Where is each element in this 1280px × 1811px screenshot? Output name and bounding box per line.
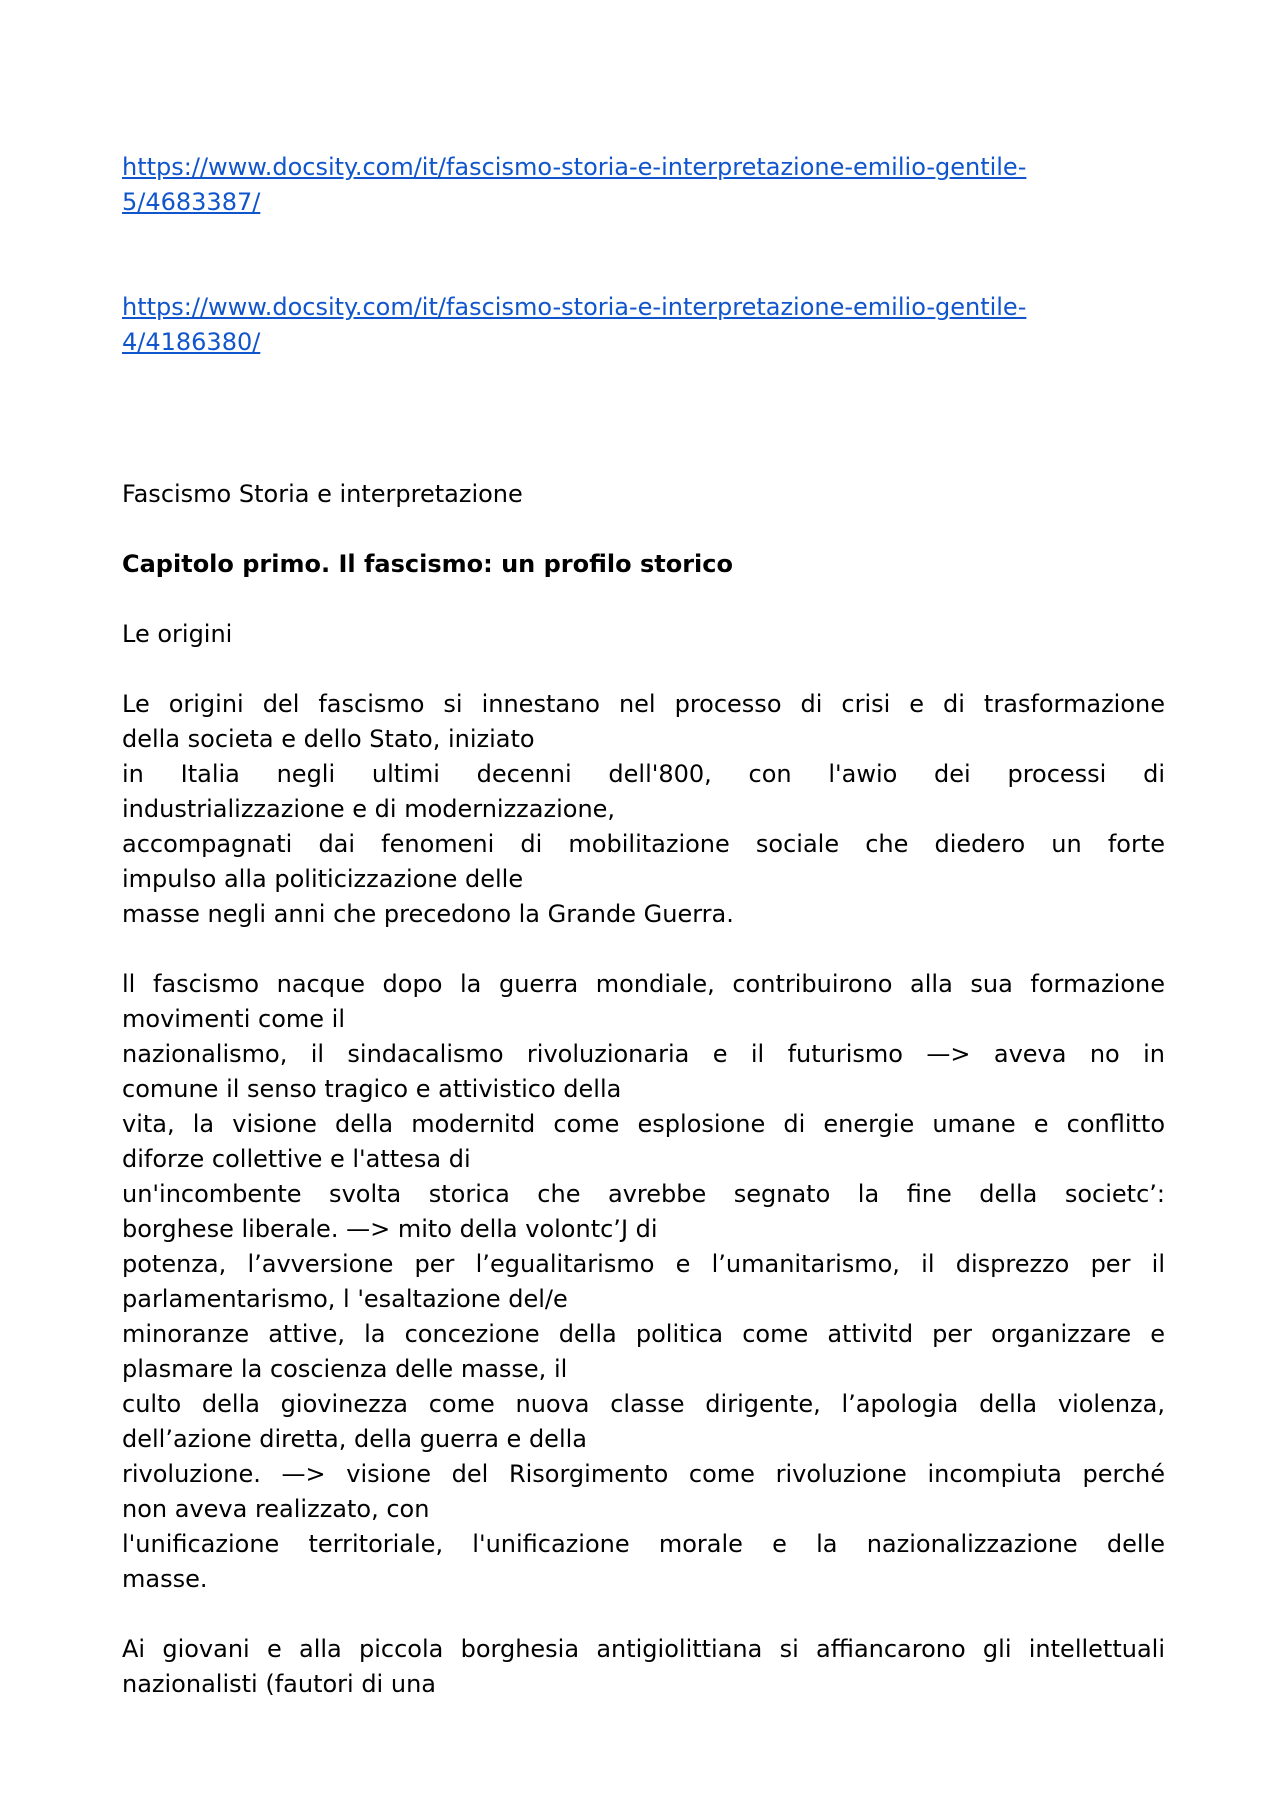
- text-line: in Italia negli ultimi decenni dell'800, con l'awio dei processi di: [122, 760, 1165, 788]
- reference-link-2-line-2[interactable]: 4/4186380/: [122, 328, 261, 356]
- text-line: masse.: [122, 1565, 208, 1593]
- paragraph-1: [122, 687, 1165, 932]
- text-line: un'incombente svolta storica che avrebbe segnato la fine della societc’:: [122, 1180, 1165, 1208]
- text-line: Ai giovani e alla piccola borghesia antigiolittiana si affiancarono gli intellettuali: [122, 1635, 1165, 1663]
- section-heading: Le origini: [122, 620, 233, 648]
- text-line: movimenti come il: [122, 1005, 345, 1033]
- text-line: ll fascismo nacque dopo la guerra mondiale, contribuirono alla sua formazione: [122, 970, 1165, 998]
- text-line: nazionalisti (fautori di una: [122, 1670, 436, 1698]
- text-line: potenza, l’avversione per l’egualitarismo e l’umanitarismo, il disprezzo per il: [122, 1250, 1165, 1278]
- chapter-heading: Capitolo primo. Il fascismo: un profilo storico: [122, 550, 733, 578]
- text-line: l'unificazione territoriale, l'unificazione morale e la nazionalizzazione delle: [122, 1530, 1165, 1558]
- text-line: culto della giovinezza come nuova classe dirigente, l’apologia della violenza,: [122, 1390, 1165, 1418]
- text-line: dell’azione diretta, della guerra e della: [122, 1425, 587, 1453]
- paragraph-2: [122, 967, 1165, 1597]
- text-line: industrializzazione e di modernizzazione,: [122, 795, 616, 823]
- spacer: [122, 220, 1165, 290]
- text-line: accompagnati dai fenomeni di mobilitazione sociale che diedero un forte: [122, 830, 1165, 858]
- text-line: non aveva realizzato, con: [122, 1495, 430, 1523]
- document-title: Fascismo Storia e interpretazione: [122, 480, 523, 508]
- text-line: impulso alla politicizzazione delle: [122, 865, 524, 893]
- text-line: comune il senso tragico e attivistico della: [122, 1075, 622, 1103]
- text-line: parlamentarismo, l 'esaltazione del/e: [122, 1285, 568, 1313]
- text-line: plasmare la coscienza delle masse, il: [122, 1355, 568, 1383]
- text-line: Le origini del fascismo si innestano nel processo di crisi e di trasformazione: [122, 690, 1165, 718]
- reference-link-1-line-1[interactable]: https://www.docsity.com/it/fascismo-storia-e-interpretazione-emilio-gentile-: [122, 153, 1027, 181]
- paragraph-3: [122, 1632, 1165, 1702]
- text-line: minoranze attive, la concezione della politica come attivitd per organizzare e: [122, 1320, 1165, 1348]
- reference-link-1-line-2[interactable]: 5/4683387/: [122, 188, 261, 216]
- reference-link-2[interactable]: [122, 290, 1165, 360]
- spacer: [122, 360, 1165, 477]
- text-line: borghese liberale. —> mito della volontc’J di: [122, 1215, 658, 1243]
- text-line: diforze collettive e l'attesa di: [122, 1145, 471, 1173]
- reference-link-1[interactable]: [122, 150, 1165, 220]
- text-line: nazionalismo, il sindacalismo rivoluzionaria e il futurismo —> aveva no in: [122, 1040, 1165, 1068]
- reference-link-2-line-1[interactable]: https://www.docsity.com/it/fascismo-storia-e-interpretazione-emilio-gentile-: [122, 293, 1027, 321]
- text-line: della societa e dello Stato, iniziato: [122, 725, 535, 753]
- text-line: masse negli anni che precedono la Grande Guerra.: [122, 900, 734, 928]
- text-line: vita, la visione della modernitd come esplosione di energie umane e conflitto: [122, 1110, 1165, 1138]
- document-page: [122, 150, 1165, 1702]
- text-line: rivoluzione. —> visione del Risorgimento come rivoluzione incompiuta perché: [122, 1460, 1165, 1488]
